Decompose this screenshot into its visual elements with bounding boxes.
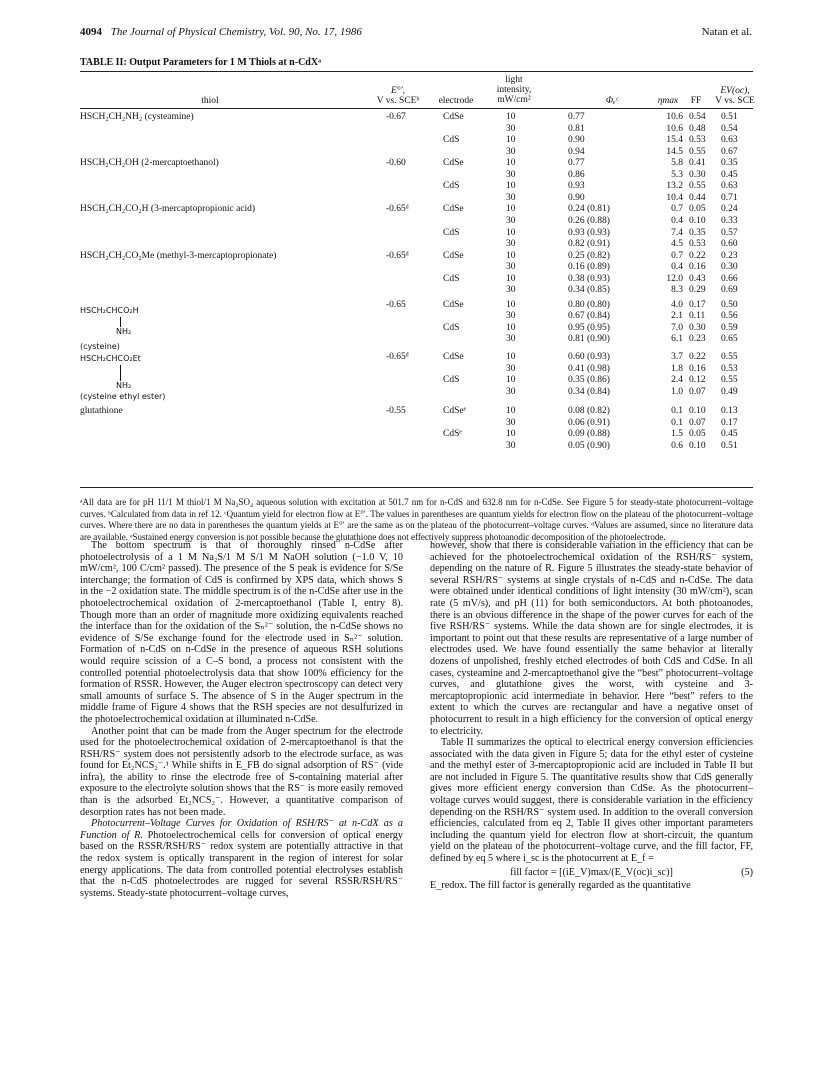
cell-light-intensity: 30: [506, 363, 516, 374]
cell-quantum-yield: 0.35 (0.86): [568, 375, 610, 386]
cell-ev-oc: 0.45: [721, 169, 738, 180]
cell-ev-oc: 0.13: [721, 406, 738, 417]
cell-quantum-yield: 0.25 (0.82): [568, 250, 610, 261]
cell-fill-factor: 0.05: [689, 429, 706, 440]
cysteine-ester-amine: NH₂: [116, 381, 132, 390]
cell-e0: -0.65ᵈ: [386, 204, 409, 215]
cell-ev-oc: 0.67: [721, 146, 738, 157]
col-header-electrode: electrode: [438, 96, 474, 106]
table-row: [0, 418, 821, 429]
cell-fill-factor: 0.22: [689, 250, 706, 261]
cell-quantum-yield: 0.41 (0.98): [568, 363, 610, 374]
cysteine-ester-formula: HSCH₂CHCO₂Et: [80, 354, 141, 363]
cell-quantum-yield: 0.34 (0.84): [568, 386, 610, 397]
col-header-ev-l1: EV(oc),: [720, 86, 750, 96]
cell-light-intensity: 10: [506, 299, 516, 310]
cell-light-intensity: 30: [506, 440, 516, 451]
cell-eta-max: 3.7: [671, 352, 683, 362]
cell-ev-oc: 0.33: [721, 215, 738, 226]
cell-fill-factor: 0.07: [689, 386, 706, 397]
cell-ev-oc: 0.24: [721, 204, 738, 215]
right-paragraph-3: E_redox. The fill factor is generally regarded as the quantitative: [430, 880, 691, 892]
cell-fill-factor: 0.10: [689, 215, 706, 226]
cell-fill-factor: 0.16: [689, 262, 706, 273]
left-paragraph-1: The bottom spectrum is that of thoroughly rinsed n-CdSe after photoelectrolysis of a 1 M Na₂S/1 M S/1 M NaOH solution (−1.0 V, 10 mW/cm², 100 C/cm² passed). The presence of the S peak is evidence for S/Se interchange; the formation of CdS is confirmed by XPS data, which shows S in the −2 oxidation state. The middle spectrum is of the n-CdSe after use in the photoelectrochemical oxidation of 2-mercaptoethanol (Table I, entry 8). Though more than an order of magnitude more oxidizing equivalents reached the interface than for the oxidation of the Sₙ²⁻ solution, the n-CdSe shows no evidence of S/Se exchange found for the electrode used in Sₙ²⁻ solution. Formation of n-CdS on n-CdSe in the presence of aqueous RSH solutions would require scission of a C–S bond, a process not consistent with the controlled potential photoelectrolysis data that show 100% efficiency for the formation of RSSR. However, the Auger electron spectroscopy can detect very small amounts of surface S. The absence of S in the Auger spectrum in the middle frame of Figure 4 shows that the RSH species are not desulfurized in the photoelectrochemical oxidation at illuminated n-CdSe.: [80, 540, 403, 725]
cell-quantum-yield: 0.94: [568, 146, 585, 157]
cell-light-intensity: 30: [506, 215, 516, 226]
cell-electrode: CdS: [443, 135, 460, 146]
cell-light-intensity: 10: [506, 375, 516, 386]
col-header-phi: Φₑᶜ: [605, 96, 619, 106]
cell-eta-max: 10.6: [666, 123, 683, 134]
col-header-thiol: thiol: [201, 96, 219, 106]
cell-eta-max: 5.3: [671, 169, 683, 180]
cell-quantum-yield: 0.05 (0.90): [568, 440, 610, 451]
cell-quantum-yield: 0.16 (0.89): [568, 262, 610, 273]
cell-quantum-yield: 0.67 (0.84): [568, 311, 610, 322]
cell-light-intensity: 30: [506, 285, 516, 296]
cell-ev-oc: 0.54: [721, 123, 738, 134]
col-header-eta: ηmax: [657, 96, 679, 106]
cell-light-intensity: 10: [506, 429, 516, 440]
left-column: [80, 540, 403, 899]
cell-ev-oc: 0.56: [721, 311, 738, 322]
cell-light-intensity: 30: [506, 311, 516, 322]
cell-light-intensity: 10: [506, 112, 516, 122]
cell-eta-max: 0.7: [671, 250, 683, 261]
cell-light-intensity: 30: [506, 192, 516, 203]
cell-eta-max: 1.8: [671, 363, 683, 374]
table-row: [0, 124, 821, 135]
cell-e0: -0.55: [386, 406, 406, 417]
table-title: Output Parameters for 1 M Thiols at n-CdXᵃ: [129, 57, 321, 68]
cell-eta-max: 4.0: [671, 299, 683, 310]
cell-e0: -0.65ᵈ: [386, 352, 409, 362]
cell-eta-max: 7.0: [671, 322, 683, 333]
cell-light-intensity: 10: [506, 273, 516, 284]
cell-quantum-yield: 0.86: [568, 169, 585, 180]
cell-eta-max: 0.4: [671, 215, 683, 226]
cell-ev-oc: 0.50: [721, 299, 738, 310]
cell-electrode: CdSe: [443, 352, 464, 362]
cell-quantum-yield: 0.24 (0.81): [568, 204, 610, 215]
cell-quantum-yield: 0.93: [568, 181, 585, 192]
cysteine-structure: [80, 306, 280, 358]
table-row: [0, 429, 821, 440]
cell-eta-max: 13.2: [666, 181, 683, 192]
cell-light-intensity: 30: [506, 239, 516, 250]
table-header-rule: [80, 108, 753, 109]
cell-eta-max: 6.1: [671, 334, 683, 345]
cell-ev-oc: 0.71: [721, 192, 738, 203]
table-top-rule: [80, 71, 753, 72]
running-header: [80, 26, 752, 40]
table-row: [0, 158, 821, 169]
cell-quantum-yield: 0.06 (0.91): [568, 417, 610, 428]
cell-light-intensity: 10: [506, 322, 516, 333]
equation-5: [430, 867, 753, 879]
cell-fill-factor: 0.05: [689, 204, 706, 215]
cysteine-amine: NH₂: [116, 327, 132, 336]
cell-ev-oc: 0.49: [721, 386, 738, 397]
cell-ev-oc: 0.23: [721, 250, 738, 261]
cell-light-intensity: 30: [506, 146, 516, 157]
cell-electrode: CdSeᵉ: [443, 406, 467, 417]
table-row: [0, 216, 821, 227]
cell-eta-max: 8.3: [671, 285, 683, 296]
table-caption: [80, 57, 321, 68]
cell-eta-max: 5.8: [671, 158, 683, 169]
cell-e0: -0.67: [386, 112, 406, 122]
cell-light-intensity: 30: [506, 169, 516, 180]
cell-quantum-yield: 0.34 (0.85): [568, 285, 610, 296]
table-label: TABLE II:: [80, 57, 127, 68]
col-header-light-l1: light: [505, 75, 523, 85]
table-row: [0, 112, 821, 123]
col-header-ff: FF: [690, 96, 702, 106]
cell-ev-oc: 0.57: [721, 227, 738, 238]
cell-eta-max: 0.6: [671, 440, 683, 451]
cell-ev-oc: 0.69: [721, 285, 738, 296]
cell-electrode: CdSe: [443, 112, 464, 122]
cell-quantum-yield: 0.09 (0.88): [568, 429, 610, 440]
cell-eta-max: 2.1: [671, 311, 683, 322]
cell-eta-max: 4.5: [671, 239, 683, 250]
table-row: [0, 239, 821, 250]
cell-eta-max: 10.4: [666, 192, 683, 203]
cell-ev-oc: 0.17: [721, 417, 738, 428]
table-row: [0, 193, 821, 204]
cell-ev-oc: 0.63: [721, 181, 738, 192]
right-paragraph-1: however, show that there is considerable variation in the efficiency that can be achieved for the photoelectrochemical oxidation of the RSH/RS⁻ system, depending on the nature of R. Figure 5 illustrates the steady-state behavior of several RSH/RS⁻ systems at single crystals of n-CdS and n-CdSe. The data were obtained under identical conditions of light intensity (30 mW/cm²), scan rate (5 mV/s), and pH (11) for both semiconductors. At both photoanodes, there is an obvious difference in the shape of the power curves for each of the five RSH/RS⁻ systems. While the data shown are for single electrodes, it is important to point out that these results are representative of a large number of electrodes used. We have found essentially the same behavior at literally dozens of unpolished, freshly etched electrodes of both CdS and CdSe. In all cases, cysteamine and 2-mercaptoethanol give the “best” photocurrent–voltage curves, and glutathione gives the worst, with cysteine and 3-mercaptopropionic acid intermediate in behavior. Here “best” refers to the extent to which the curves are rectangular and have a negative onset of photocurrent to result in a high efficiency for the conversion of optical energy to electricity.: [430, 540, 753, 737]
cell-fill-factor: 0.16: [689, 363, 706, 374]
table-row: [0, 170, 821, 181]
cell-fill-factor: 0.55: [689, 181, 706, 192]
cell-fill-factor: 0.55: [689, 146, 706, 157]
cell-electrode: CdSe: [443, 158, 464, 169]
cell-quantum-yield: 0.08 (0.82): [568, 406, 610, 417]
col-header-light: [488, 75, 540, 105]
table-row: [0, 441, 821, 452]
cell-ev-oc: 0.53: [721, 363, 738, 374]
cell-fill-factor: 0.41: [689, 158, 706, 169]
cell-quantum-yield: 0.81: [568, 123, 585, 134]
equation-number: (5): [741, 866, 753, 878]
col-header-e0: [368, 86, 428, 106]
col-header-light-l2: intensity,: [496, 85, 532, 95]
cell-quantum-yield: 0.82 (0.91): [568, 239, 610, 250]
cell-ev-oc: 0.45: [721, 429, 738, 440]
cell-fill-factor: 0.30: [689, 169, 706, 180]
cell-eta-max: 0.1: [671, 406, 683, 417]
cell-quantum-yield: 0.77: [568, 112, 585, 122]
col-header-ev: [712, 86, 758, 106]
cell-electrode: CdS: [443, 322, 460, 333]
cell-quantum-yield: 0.95 (0.95): [568, 322, 610, 333]
cell-light-intensity: 30: [506, 262, 516, 273]
cell-ev-oc: 0.63: [721, 135, 738, 146]
cell-eta-max: 12.0: [666, 273, 683, 284]
table-row: [0, 135, 821, 146]
cell-e0: -0.60: [386, 158, 406, 169]
cell-fill-factor: 0.44: [689, 192, 706, 203]
cell-thiol: HSCH₂CH₂OH (2-mercaptoethanol): [80, 158, 219, 169]
cell-quantum-yield: 0.90: [568, 135, 585, 146]
cell-ev-oc: 0.55: [721, 352, 738, 362]
cysteine-ester-structure: [80, 354, 280, 406]
cell-fill-factor: 0.53: [689, 239, 706, 250]
table-row: [0, 406, 821, 417]
cell-light-intensity: 10: [506, 204, 516, 215]
table-row: [0, 204, 821, 215]
cell-eta-max: 2.4: [671, 375, 683, 386]
cell-light-intensity: 10: [506, 250, 516, 261]
cell-quantum-yield: 0.90: [568, 192, 585, 203]
cell-quantum-yield: 0.60 (0.93): [568, 352, 610, 362]
cell-fill-factor: 0.22: [689, 352, 706, 362]
cell-fill-factor: 0.10: [689, 406, 706, 417]
structure-bond: [120, 317, 121, 327]
cell-ev-oc: 0.51: [721, 112, 738, 122]
cell-light-intensity: 10: [506, 135, 516, 146]
cell-ev-oc: 0.35: [721, 158, 738, 169]
cell-ev-oc: 0.66: [721, 273, 738, 284]
cell-quantum-yield: 0.81 (0.90): [568, 334, 610, 345]
cell-quantum-yield: 0.38 (0.93): [568, 273, 610, 284]
cell-electrode: CdSe: [443, 299, 464, 310]
cell-eta-max: 1.5: [671, 429, 683, 440]
cysteine-ester-name: (cysteine ethyl ester): [80, 392, 166, 401]
cell-ev-oc: 0.65: [721, 334, 738, 345]
cell-fill-factor: 0.53: [689, 135, 706, 146]
cell-light-intensity: 30: [506, 334, 516, 345]
cell-ev-oc: 0.59: [721, 322, 738, 333]
table-row: [0, 274, 821, 285]
cell-quantum-yield: 0.80 (0.80): [568, 299, 610, 310]
cell-light-intensity: 10: [506, 181, 516, 192]
cell-electrode: CdS: [443, 227, 460, 238]
cell-electrode: CdSᵉ: [443, 429, 462, 440]
cell-thiol: glutathione: [80, 406, 123, 417]
cell-fill-factor: 0.43: [689, 273, 706, 284]
structure-bond: [120, 365, 121, 381]
cell-fill-factor: 0.11: [689, 311, 706, 322]
cell-eta-max: 0.4: [671, 262, 683, 273]
cell-ev-oc: 0.51: [721, 440, 738, 451]
cell-fill-factor: 0.23: [689, 334, 706, 345]
cell-fill-factor: 0.35: [689, 227, 706, 238]
left-paragraph-3-body: Photoelectrochemical cells for conversion of optical energy based on the RSSR/RSH/RS⁻ redox system are potentially attractive in that the redox system is optically transparent in the region of interest for solar energy applications. The data from controlled potential electrolyses establish that the n-CdS photoelectrodes are rugged for several RSSR/RSH/RS⁻ systems. Steady-state photocurrent–voltage curves,: [80, 829, 403, 899]
cell-fill-factor: 0.30: [689, 322, 706, 333]
cell-electrode: CdSe: [443, 204, 464, 215]
cell-electrode: CdS: [443, 375, 460, 386]
cell-light-intensity: 30: [506, 386, 516, 397]
cell-fill-factor: 0.17: [689, 299, 706, 310]
cell-fill-factor: 0.12: [689, 375, 706, 386]
cysteine-name: (cysteine): [80, 342, 120, 351]
cell-light-intensity: 30: [506, 417, 516, 428]
cell-eta-max: 0.7: [671, 204, 683, 215]
table-row: [0, 285, 821, 296]
cell-e0: -0.65: [386, 299, 406, 310]
cell-eta-max: 1.0: [671, 386, 683, 397]
table-footnotes: ᵃAll data are for pH 11/1 M thiol/1 M Na₂SO₄ aqueous solution with excitation at 501.7 nm for n-CdS and 632.8 nm for n-CdSe. See Figure 5 for steady-state photocurrent–voltage curves. ᵇCalculated from data in ref 12. ᶜQuantum yield for electron flow at E°′. The values in parentheses are quantum yields for electron flow on the plateau of the photocurrent–voltage curves. Where there are no data in parentheses the quantum yields at E°′ are the same as on the plateau of the photocurrent–voltage curves. ᵈValues are assumed, since no literature data are available. ᵉSustained energy conversion is not possible because the glutathione does not effectively suppress photoanodic decomposition of the photoelectrode.: [80, 497, 753, 542]
left-paragraph-3: [80, 818, 403, 899]
table-bottom-rule: [80, 487, 753, 488]
cell-ev-oc: 0.55: [721, 375, 738, 386]
table-row: [0, 181, 821, 192]
cell-quantum-yield: 0.77: [568, 158, 585, 169]
page-number: 4094: [80, 26, 102, 38]
cell-eta-max: 14.5: [666, 146, 683, 157]
cell-light-intensity: 10: [506, 158, 516, 169]
section-heading: Photocurrent–Voltage Curves for Oxidation of RSH/RS⁻ at n-CdX as a Function of R.: [80, 818, 403, 841]
col-header-e0-l1: E°′,: [390, 86, 406, 96]
cysteine-formula: HSCH₂CHCO₂H: [80, 306, 139, 315]
cell-light-intensity: 10: [506, 352, 516, 362]
table-row: [0, 262, 821, 273]
cell-eta-max: 7.4: [671, 227, 683, 238]
right-paragraph-2: Table II summarizes the optical to electrical energy conversion efficiencies associated with the data given in Figure 5; data for the ethyl ester of cysteine and the methyl ester of 3-mercaptopropionic acid are included in Table II but are not included in Figure 5. The quantitative results show that CdS generally gives more efficient energy conversion than CdSe. As the photocurrent–voltage curves would suggest, there is considerable variation in the efficiency depending on the RSH/RS⁻ system used. In addition to the overall conversion efficiencies, calculated from eq 2, Table II gives other important parameters including the quantum yield for electron flow at short-circuit, the quantum yield on the plateau of the photocurrent–voltage curve, and the fill factor, FF, defined by eq 5 where i_sc is the photocurrent at E_f =: [430, 737, 753, 865]
cell-e0: -0.65ᵈ: [386, 250, 409, 261]
journal-citation: The Journal of Physical Chemistry, Vol. 90, No. 17, 1986: [110, 26, 362, 38]
cell-quantum-yield: 0.93 (0.93): [568, 227, 610, 238]
running-authors: Natan et al.: [701, 26, 752, 38]
table-row: [0, 228, 821, 239]
col-header-e0-l2: V vs. SCEᵇ: [376, 96, 420, 106]
cell-thiol: HSCH₂CH₂CO₂H (3-mercaptopropionic acid): [80, 204, 256, 215]
cell-eta-max: 10.6: [666, 112, 683, 122]
cell-eta-max: 0.1: [671, 417, 683, 428]
cell-electrode: CdSe: [443, 250, 464, 261]
right-column: [430, 540, 753, 892]
cell-electrode: CdS: [443, 273, 460, 284]
equation-text: fill factor = [(iE_V)max/(E_V(oc)i_sc)]: [510, 866, 673, 878]
cell-fill-factor: 0.07: [689, 417, 706, 428]
cell-fill-factor: 0.10: [689, 440, 706, 451]
table-row: [0, 147, 821, 158]
cell-electrode: CdS: [443, 181, 460, 192]
cell-fill-factor: 0.48: [689, 123, 706, 134]
cell-light-intensity: 10: [506, 406, 516, 417]
col-header-light-l3: mW/cm²: [497, 95, 531, 105]
table-row: [0, 251, 821, 262]
col-header-ev-l2: V vs. SCE: [715, 96, 755, 106]
cell-ev-oc: 0.30: [721, 262, 738, 273]
cell-eta-max: 15.4: [666, 135, 683, 146]
cell-ev-oc: 0.60: [721, 239, 738, 250]
cell-quantum-yield: 0.26 (0.88): [568, 215, 610, 226]
left-paragraph-2: Another point that can be made from the Auger spectrum for the electrode used for the photoelectrochemical oxidation of 2-mercaptoethanol is that the RSH/RS⁻ system does not persistently adsorb to the electrode surface, as was found for Et₂NCS₂⁻.¹ While shifts in E_FB do signal adsorption of RS⁻ (vide infra), the ability to rinse the electrode free of S-containing material after exposure to the electrolyte solution shows that the RS⁻ is more easily removed than is the adsorbed Et₂NCS₂⁻. However, a quantitative comparison of desorption rates has not been made.: [80, 725, 403, 818]
cell-thiol: HSCH₂CH₂NH₂ (cysteamine): [80, 112, 194, 122]
cell-fill-factor: 0.29: [689, 285, 706, 296]
cell-fill-factor: 0.54: [689, 112, 706, 122]
cell-light-intensity: 10: [506, 227, 516, 238]
cell-thiol: HSCH₂CH₂CO₂Me (methyl-3-mercaptopropionate): [80, 250, 277, 261]
cell-light-intensity: 30: [506, 123, 516, 134]
